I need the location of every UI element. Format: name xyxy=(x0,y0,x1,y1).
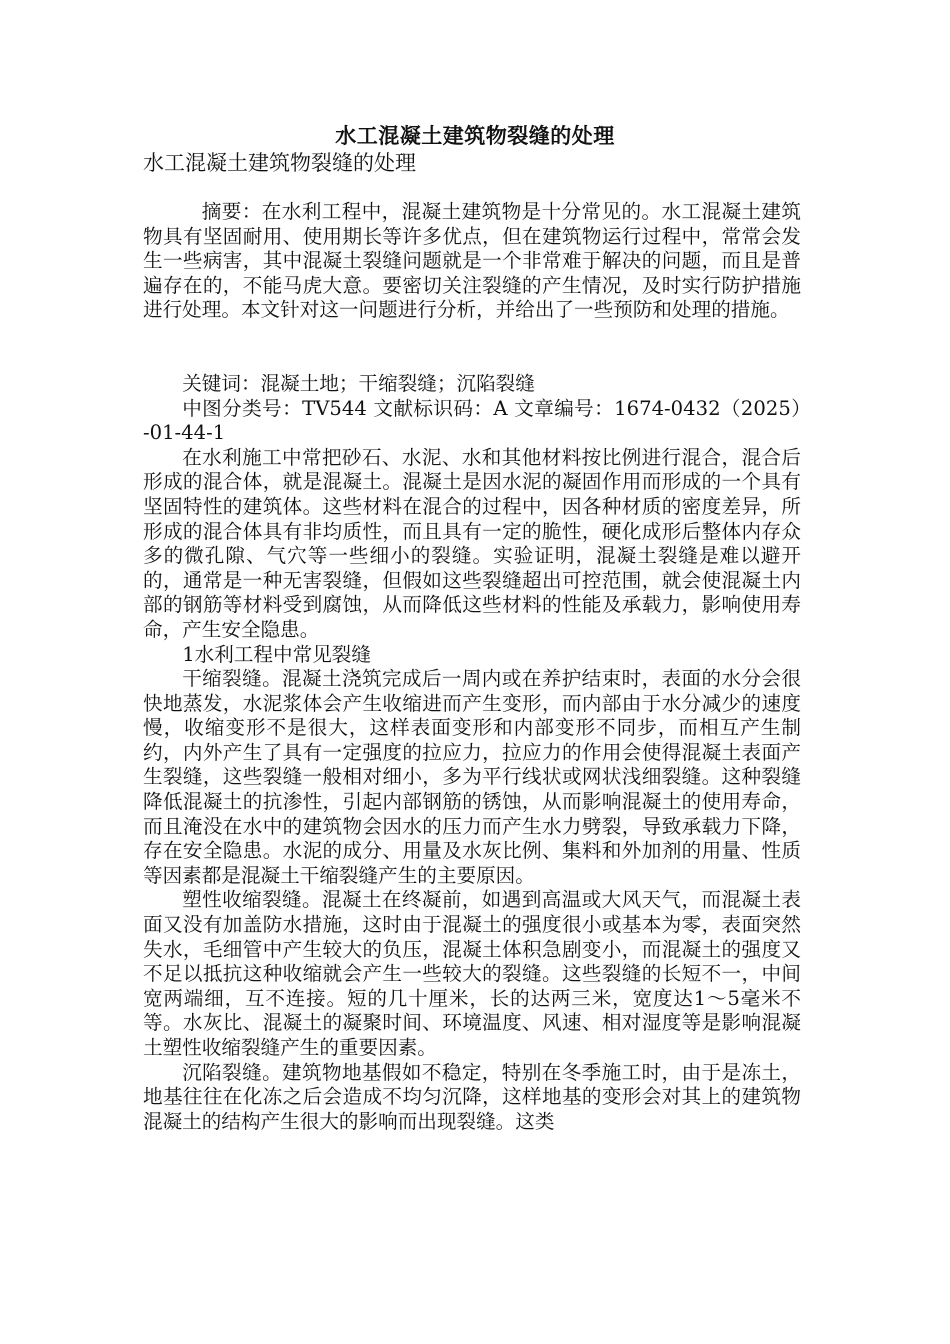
document-subtitle: 水工混凝土建筑物裂缝的处理 xyxy=(143,151,416,175)
body-paragraph: 沉陷裂缝。建筑物地基假如不稳定，特别在冬季施工时，由于是冻土，地基往往在化冻之后会造成不均匀沉降，这样地基的变形会对其上的建筑物混凝土的结构产生很大的影响而出现裂缝。这类 xyxy=(143,1060,801,1133)
section-heading: 1水利工程中常见裂缝 xyxy=(182,642,371,666)
classification-line: 中图分类号：TV544 文献标识码：A 文章编号：1674-0432（2025）-01-44-1 xyxy=(143,396,801,445)
body-paragraph: 在水利施工中常把砂石、水泥、水和其他材料按比例进行混合，混合后形成的混合体，就是混凝土。混凝土是因水泥的凝固作用而形成的一个具有坚固特性的建筑体。这些材料在混合的过程中，因各种材质的密度差异，所形成的混合体具有非均质性，而且具有一定的脆性，硬化成形后整体内存众多的微孔隙、气穴等一些细小的裂缝。实验证明，混凝土裂缝是难以避开的，通常是一种无害裂缝，但假如这些裂缝超出可控范围，就会使混凝土内部的钢筋等材料受到腐蚀，从而降低这些材料的性能及承载力，影响使用寿命，产生安全隐患。 xyxy=(143,445,801,641)
section-spacer xyxy=(143,323,801,372)
body-paragraph: 干缩裂缝。混凝土浇筑完成后一周内或在养护结束时，表面的水分会很快地蒸发，水泥浆体会产生收缩进而产生变形，而内部由于水分减少的速度慢，收缩变形不是很大，这样表面变形和内部变形不同步，而相互产生制约，内外产生了具有一定强度的拉应力，拉应力的作用会使得混凝土表面产生裂缝，这些裂缝一般相对细小，多为平行线状或网状浅细裂缝。这种裂缝降低混凝土的抗渗性，引起内部钢筋的锈蚀，从而影响混凝土的使用寿命，而且淹没在水中的建筑物会因水的压力而产生水力劈裂，导致承载力下降，存在安全隐患。水泥的成分、用量及水灰比例、集料和外加剂的用量、性质等因素都是混凝土干缩裂缝产生的主要原因。 xyxy=(143,667,801,887)
document-title: 水工混凝土建筑物裂缝的处理 xyxy=(335,123,615,148)
body-paragraph: 塑性收缩裂缝。混凝土在终凝前，如遇到高温或大风天气，而混凝土表面又没有加盖防水措施，这时由于混凝土的强度很小或基本为零，表面突然失水，毛细管中产生较大的负压，混凝土体积急剧变小，而混凝土的强度又不足以抵抗这种收缩就会产生一些较大的裂缝。这些裂缝的长短不一，中间宽两端细，互不连接。短的几十厘米，长的达两三米，宽度达1～5毫米不等。水灰比、混凝土的凝聚时间、环境温度、风速、相对湿度等是影响混凝土塑性收缩裂缝产生的重要因素。 xyxy=(143,888,801,1059)
abstract-paragraph: 摘要：在水利工程中，混凝土建筑物是十分常见的。水工混凝土建筑物具有坚固耐用、使用期长等许多优点，但在建筑物运行过程中，常常会发生一些病害，其中混凝土裂缝问题就是一个非常难于解决的问题，而且是普遍存在的，不能马虎大意。要密切关注裂缝的产生情况，及时实行防护措施进行处理。本文针对这一问题进行分析，并给出了一些预防和处理的措施。 xyxy=(143,200,801,322)
keywords-line: 关键词：混凝土地；干缩裂缝；沉陷裂缝 xyxy=(182,371,535,395)
document-body xyxy=(143,200,801,1134)
